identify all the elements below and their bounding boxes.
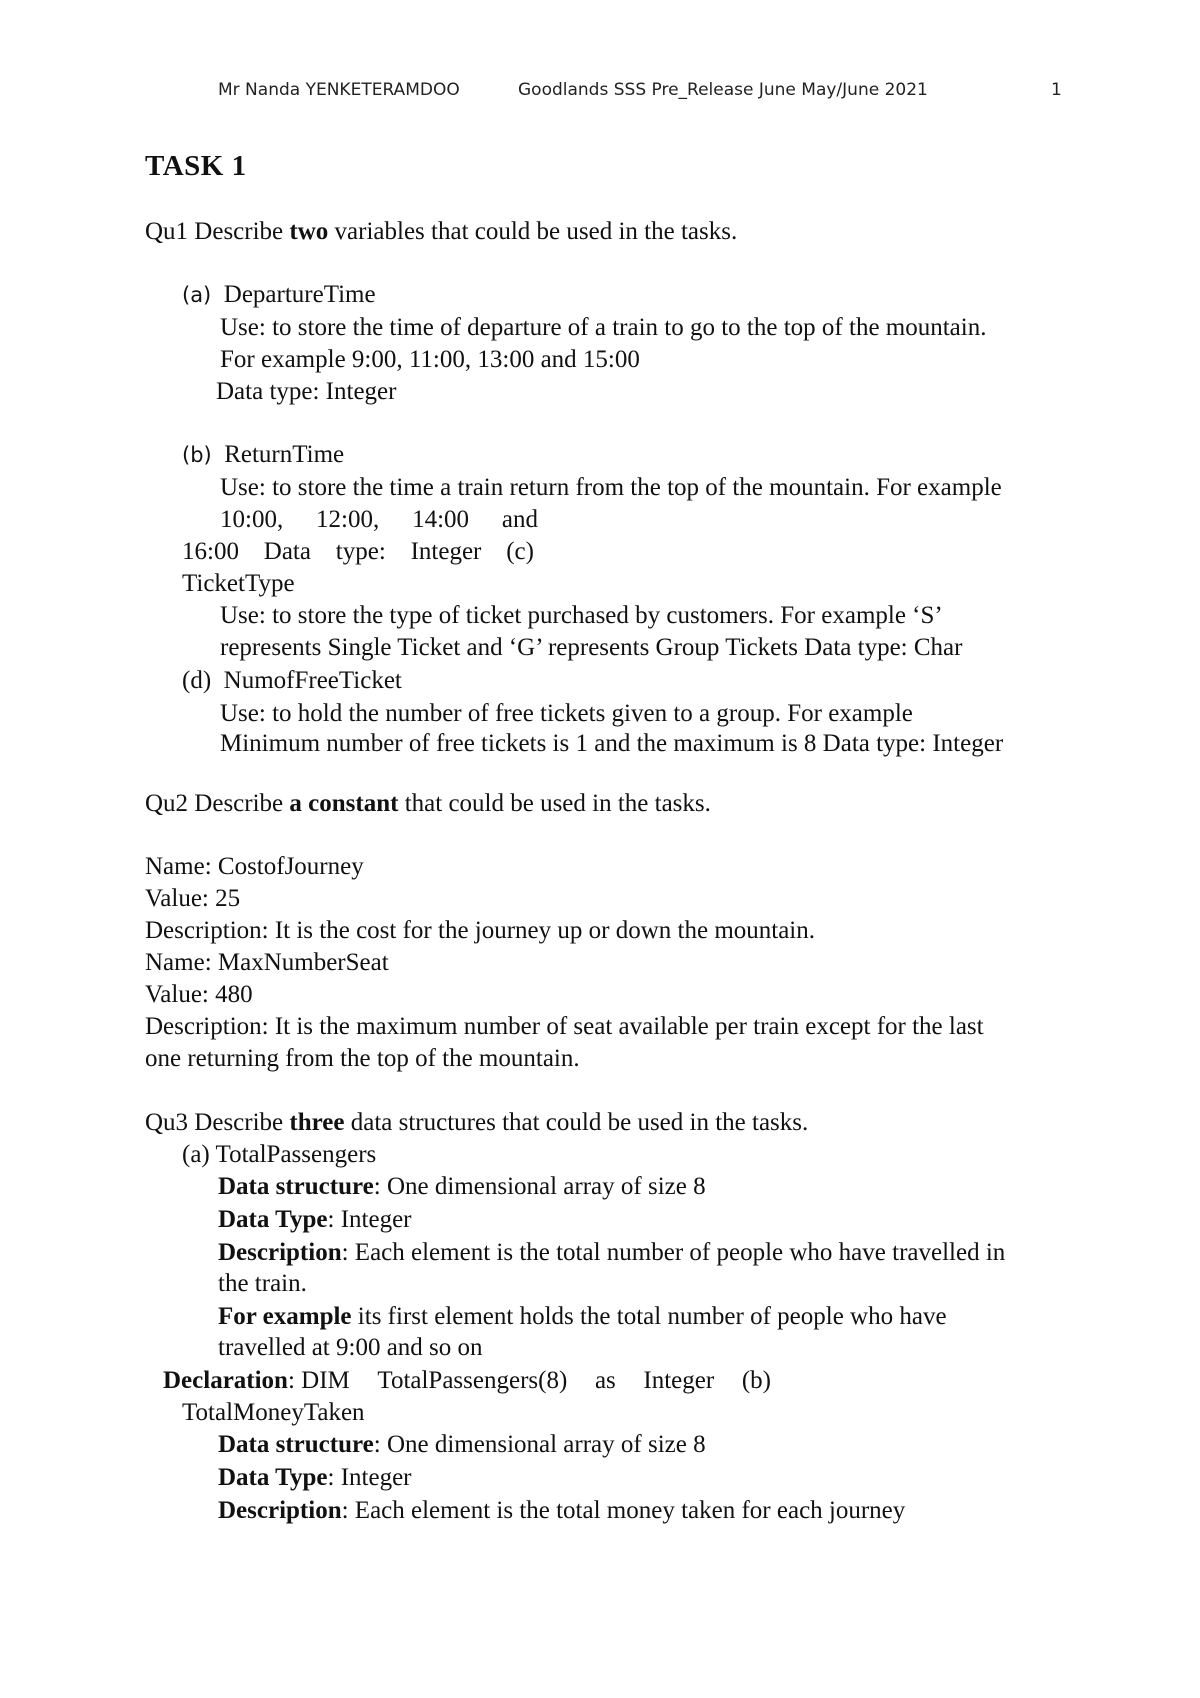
constant2-description-line2: one returning from the top of the mountain. <box>145 1045 580 1072</box>
q3a-data-type: Data Type: Integer <box>218 1206 412 1233</box>
q3a-description-line2: the train. <box>218 1270 307 1297</box>
q1c-title: TicketType <box>182 570 295 597</box>
q3b-title: TotalMoneyTaken <box>182 1399 365 1426</box>
q3b-data-type: Data Type: Integer <box>218 1464 412 1491</box>
q3a-title: (a) TotalPassengers <box>182 1141 377 1168</box>
q3b-data-structure: Data structure: One dimensional array of size 8 <box>218 1431 706 1458</box>
header-page-number: 1 <box>1051 80 1062 100</box>
q1d-use-line1: Use: to hold the number of free tickets given to a group. For example <box>220 700 913 727</box>
q1b-times: 10:00, 12:00, 14:00 and <box>220 506 538 533</box>
q1b-title: (b) ReturnTime <box>182 441 345 468</box>
q1b-use-line1: Use: to store the time a train return from the top of the mountain. For example <box>220 474 1002 501</box>
q1b-datatype-line: 16:00 Data type: Integer (c) <box>182 538 534 565</box>
constant2-description-line1: Description: It is the maximum number of seat available per train except for the last <box>145 1013 984 1040</box>
constant2-name: Name: MaxNumberSeat <box>145 949 389 976</box>
q1d-title: (d) NumofFreeTicket <box>182 667 402 694</box>
q3a-description-line1: Description: Each element is the total number of people who have travelled in <box>218 1239 1006 1266</box>
q1a-use-line1: Use: to store the time of departure of a train to go to the top of the mountain. <box>220 314 987 341</box>
q1c-use-line1: Use: to store the type of ticket purchased by customers. For example ‘S’ <box>220 602 943 629</box>
constant1-value: Value: 25 <box>145 885 241 912</box>
constant1-description: Description: It is the cost for the journey up or down the mountain. <box>145 917 816 944</box>
q3a-example-line2: travelled at 9:00 and so on <box>218 1334 483 1361</box>
q3a-example-line1: For example its first element holds the total number of people who have <box>218 1303 947 1330</box>
q3a-declaration: Declaration: DIM TotalPassengers(8) as Integer (b) <box>163 1367 771 1394</box>
q1a-datatype: Data type: Integer <box>216 378 397 405</box>
q2-heading: Qu2 Describe a constant that could be used in the tasks. <box>145 790 711 817</box>
q1a-use-line2: For example 9:00, 11:00, 13:00 and 15:00 <box>220 346 640 373</box>
constant2-value: Value: 480 <box>145 981 253 1008</box>
q3a-data-structure: Data structure: One dimensional array of size 8 <box>218 1173 706 1200</box>
q3-heading: Qu3 Describe three data structures that could be used in the tasks. <box>145 1109 809 1136</box>
q1-heading: Qu1 Describe two variables that could be used in the tasks. <box>145 218 738 245</box>
q1d-use-line2: Minimum number of free tickets is 1 and the maximum is 8 Data type: Integer <box>220 730 1004 757</box>
q1a-title: (a) DepartureTime <box>182 281 376 308</box>
page-title: TASK 1 <box>145 150 247 182</box>
constant1-name: Name: CostofJourney <box>145 853 364 880</box>
q1c-use-line2: represents Single Ticket and ‘G’ represents Group Tickets Data type: Char <box>220 634 963 661</box>
header-author: Mr Nanda YENKETERAMDOO <box>218 80 460 100</box>
header-school: Goodlands SSS Pre_Release June May/June 2021 <box>518 80 928 100</box>
q3b-description: Description: Each element is the total money taken for each journey <box>218 1497 906 1524</box>
